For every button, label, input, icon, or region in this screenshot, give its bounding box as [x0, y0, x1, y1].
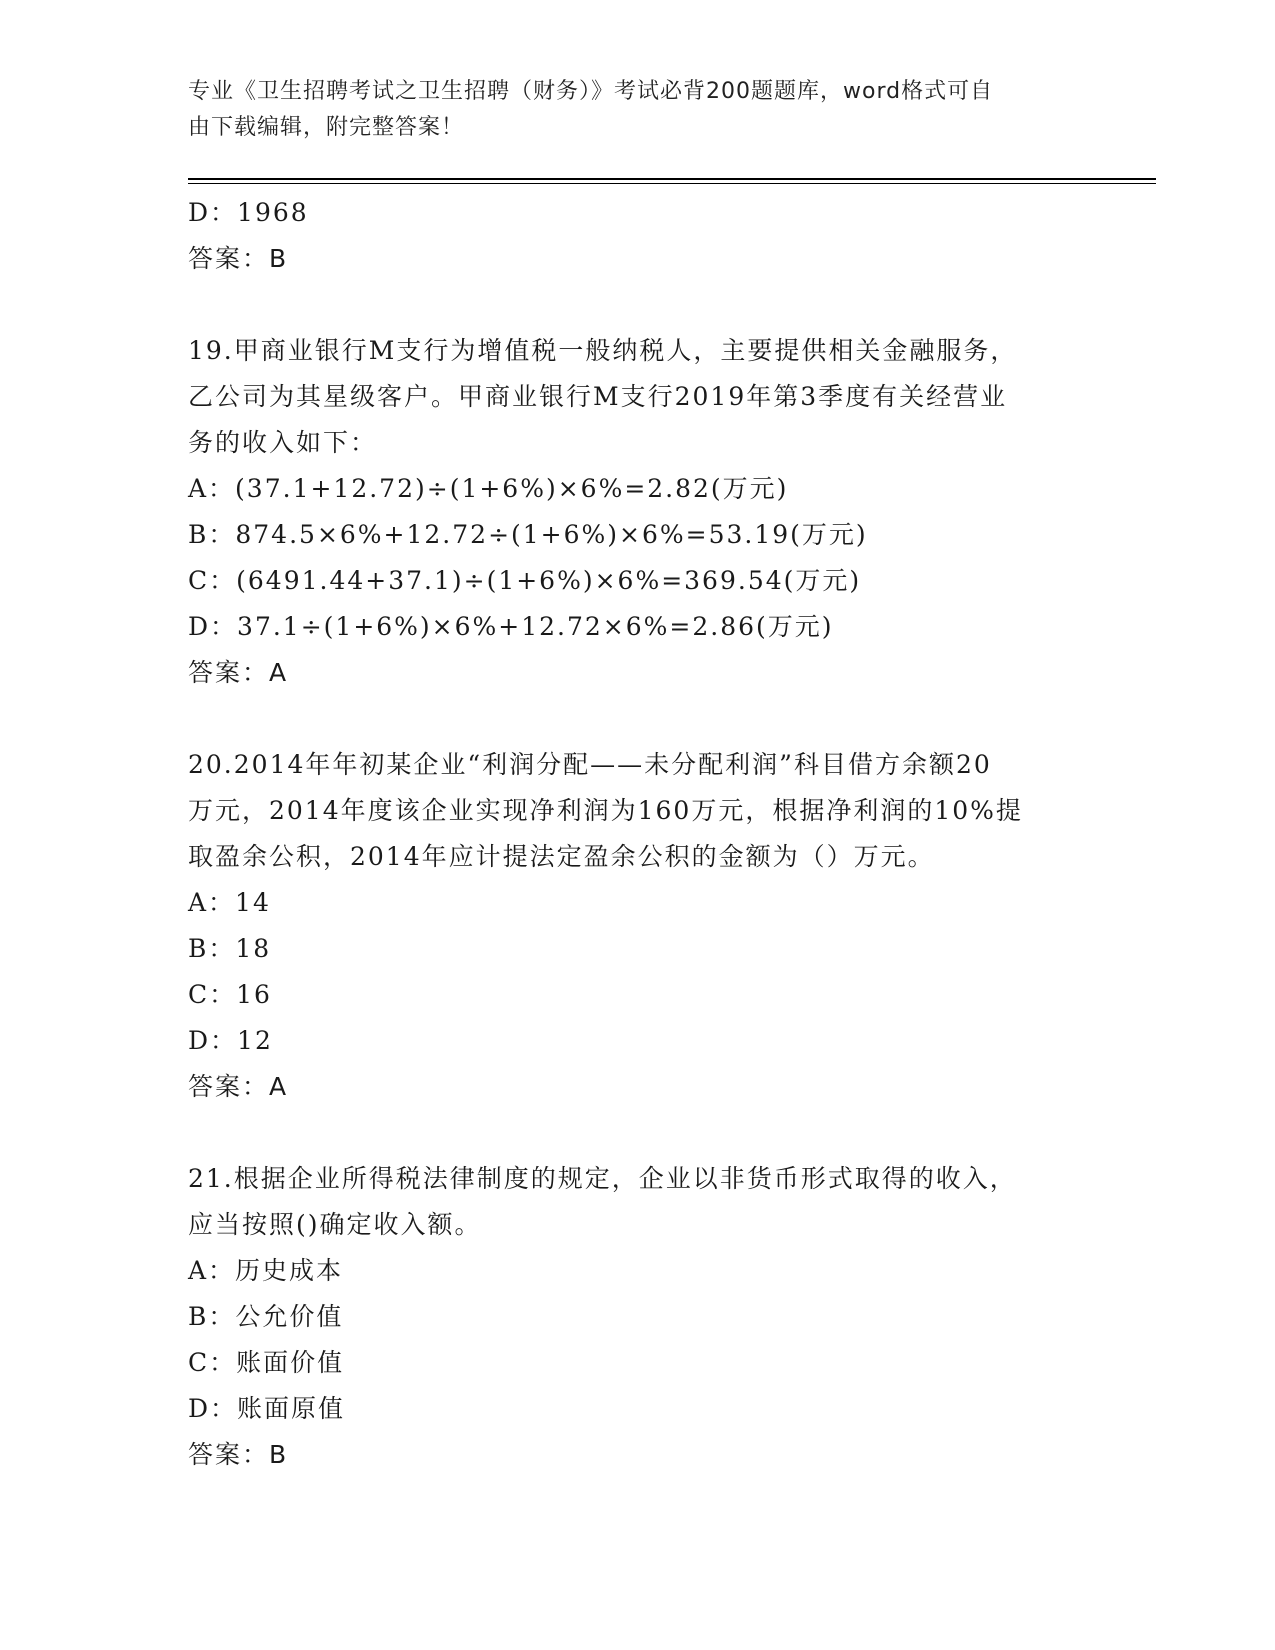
option-d: D：37.1÷(1+6%)×6%+12.72×6%=2.86(万元)	[188, 612, 834, 641]
option-d: D：12	[188, 1026, 273, 1055]
document-header	[188, 74, 1068, 146]
option-a: A：(37.1+12.72)÷(1+6%)×6%=2.82(万元)	[188, 474, 789, 503]
question-stem-line: 万元，2014年度该企业实现净利润为160万元，根据净利润的10%提	[188, 796, 1023, 825]
answer-line: 答案：A	[188, 658, 289, 687]
prev-question-block	[188, 190, 1088, 282]
question-stem-line: 务的收入如下：	[188, 428, 378, 457]
option-b: B：18	[188, 934, 272, 963]
question-stem-line: 取盈余公积，2014年应计提法定盈余公积的金额为（）万元。	[188, 842, 935, 871]
option-c: C：账面价值	[188, 1348, 345, 1377]
option-c: C：16	[188, 980, 272, 1009]
question-19	[188, 328, 1088, 696]
answer-line: 答案：B	[188, 244, 289, 273]
question-stem-line: 21.根据企业所得税法律制度的规定，企业以非货币形式取得的收入，	[188, 1164, 1017, 1193]
header-rule-thin	[188, 183, 1156, 184]
answer-line: 答案：B	[188, 1440, 289, 1469]
answer-line: 答案：A	[188, 1072, 289, 1101]
option-a: A：14	[188, 888, 271, 917]
question-20	[188, 742, 1088, 1110]
option-b: B：874.5×6%+12.72÷(1+6%)×6%=53.19(万元)	[188, 520, 868, 549]
header-rule-thick	[188, 178, 1156, 180]
question-21	[188, 1156, 1088, 1478]
header-line-2: 由下载编辑，附完整答案！	[188, 115, 465, 140]
header-line-1: 专业《卫生招聘考试之卫生招聘（财务）》考试必背200题题库，word格式可自	[188, 79, 994, 104]
question-list	[188, 190, 1088, 1478]
option-d: D：账面原值	[188, 1394, 346, 1423]
option-b: B：公允价值	[188, 1302, 344, 1331]
option-c: C：(6491.44+37.1)÷(1+6%)×6%=369.54(万元)	[188, 566, 862, 595]
question-stem-line: 19.甲商业银行M支行为增值税一般纳税人，主要提供相关金融服务，	[188, 336, 1018, 365]
question-stem-line: 应当按照()确定收入额。	[188, 1210, 482, 1239]
option-d: D：1968	[188, 198, 309, 227]
question-stem-line: 20.2014年年初某企业“利润分配——未分配利润”科目借方余额20	[188, 750, 992, 779]
option-a: A：历史成本	[188, 1256, 344, 1285]
question-stem-line: 乙公司为其星级客户。甲商业银行M支行2019年第3季度有关经营业	[188, 382, 1008, 411]
